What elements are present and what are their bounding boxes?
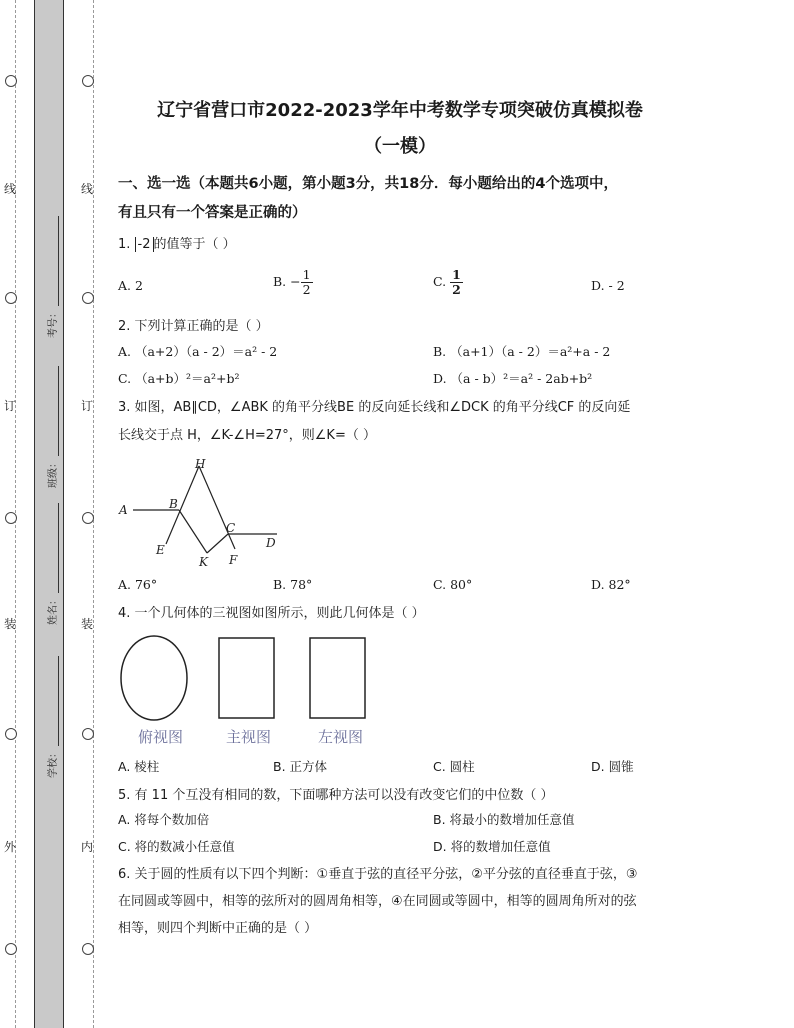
q5-option-c[interactable]: C. 将的数减小任意值 <box>118 839 235 854</box>
label-e: E <box>156 543 165 557</box>
binding-hole <box>5 943 17 955</box>
label-d: D <box>266 536 276 550</box>
question-text: 的值等于（ ） <box>153 237 236 252</box>
question-6-cont: 在同圆或等圆中，相等的弦所对的圆周角相等，④在同圆或等圆中，相等的圆周角所对的弦 <box>118 894 637 909</box>
question-3: 3. 如图，AB∥CD，∠ABK 的角平分线BE 的反向延长线和∠DCK 的角平分线CF 的反向延 <box>118 400 631 415</box>
front-view-caption: 主视图 <box>226 728 272 746</box>
q4-option-b[interactable]: B. 正方体 <box>273 759 328 774</box>
q3-geometry-figure <box>115 452 290 570</box>
page-title: 辽宁省营口市2022-2023学年中考数学专项突破仿真模拟卷 <box>157 100 643 121</box>
q2-option-c[interactable]: C. （a+b）²＝a²+b² <box>118 371 240 386</box>
question-6: 6. 关于圆的性质有以下四个判断：①垂直于弦的直径平分弦，②平分弦的直径垂直于弦，③ <box>118 867 638 882</box>
label-k: K <box>199 555 208 569</box>
binding-char: 装 <box>4 617 17 631</box>
class-field[interactable]: 班级： <box>44 366 59 488</box>
binding-char: 内 <box>81 840 94 854</box>
label-b: B <box>169 497 178 511</box>
question-3-cont: 长线交于点 H，∠K-∠H=27°，则∠K=（ ） <box>118 428 376 443</box>
section-header: 一、选一选（本题共6小题，第小题3分，共18分．每小题给出的4个选项中， <box>118 176 618 192</box>
label-a: A <box>119 503 128 517</box>
binding-hole <box>82 292 94 304</box>
q3-option-d[interactable]: D. 82° <box>591 577 631 592</box>
side-view-caption: 左视图 <box>318 728 364 746</box>
question-5: 5. 有 11 个互没有相同的数，下面哪种方法可以没有改变它们的中位数（ ） <box>118 788 554 803</box>
q2-option-a[interactable]: A. （a+2）（a - 2）＝a² - 2 <box>118 344 278 359</box>
q3-option-b[interactable]: B. 78° <box>273 577 313 592</box>
binding-char: 订 <box>81 399 94 413</box>
q1-option-b[interactable]: B. − $\frac{1}{2}$ <box>273 267 311 297</box>
q5-option-d[interactable]: D. 将的数增加任意值 <box>433 839 551 854</box>
front-view-rect <box>219 638 274 718</box>
three-views-figure <box>118 632 378 732</box>
binding-hole <box>82 943 94 955</box>
question-number: 1. <box>118 237 131 252</box>
q2-option-d[interactable]: D. （a - b）²＝a² - 2ab+b² <box>433 371 593 386</box>
question-2: 2. 下列计算正确的是（ ） <box>118 319 269 334</box>
binding-hole <box>82 75 94 87</box>
binding-hole <box>5 512 17 524</box>
question-1 <box>118 233 236 252</box>
absolute-value: -2 <box>135 237 154 252</box>
binding-hole <box>82 728 94 740</box>
q2-option-b[interactable]: B. （a+1）（a - 2）＝a²+a - 2 <box>433 344 611 359</box>
school-field[interactable]: 学校： <box>44 656 59 778</box>
section-header-cont: 有且只有一个答案是正确的） <box>118 205 307 221</box>
q1-option-c[interactable]: C. $\frac{1}{2}$ <box>433 267 461 297</box>
binding-char: 装 <box>81 617 94 631</box>
q5-option-b[interactable]: B. 将最小的数增加任意值 <box>433 812 575 827</box>
q3-option-c[interactable]: C. 80° <box>433 577 473 592</box>
binding-char: 订 <box>4 399 17 413</box>
binding-hole <box>5 728 17 740</box>
exam-number-field[interactable]: 考号： <box>44 216 59 338</box>
question-4: 4. 一个几何体的三视图如图所示，则此几何体是（ ） <box>118 606 425 621</box>
binding-hole <box>5 292 17 304</box>
top-view-circle <box>121 636 187 720</box>
top-view-caption: 俯视图 <box>138 728 184 746</box>
q5-option-a[interactable]: A. 将每个数加倍 <box>118 812 210 827</box>
binding-hole <box>82 512 94 524</box>
q3-option-a[interactable]: A. 76° <box>118 577 158 592</box>
q4-option-d[interactable]: D. 圆锥 <box>591 759 634 774</box>
binding-char: 外 <box>4 840 17 854</box>
label-h: H <box>195 457 206 471</box>
label-c: C <box>226 521 236 535</box>
page-subtitle: （一模） <box>364 136 436 157</box>
q4-option-a[interactable]: A. 棱柱 <box>118 759 160 774</box>
question-6-cont2: 相等，则四个判断中正确的是（ ） <box>118 921 318 936</box>
side-view-rect <box>310 638 365 718</box>
name-field[interactable]: 姓名： <box>44 503 59 625</box>
binding-char: 线 <box>81 182 94 196</box>
q1-option-d[interactable]: D. - 2 <box>591 278 625 293</box>
label-f: F <box>229 553 238 567</box>
binding-hole <box>5 75 17 87</box>
q1-option-a[interactable]: A. 2 <box>118 278 143 293</box>
q4-option-c[interactable]: C. 圆柱 <box>433 759 475 774</box>
binding-char: 线 <box>4 182 17 196</box>
